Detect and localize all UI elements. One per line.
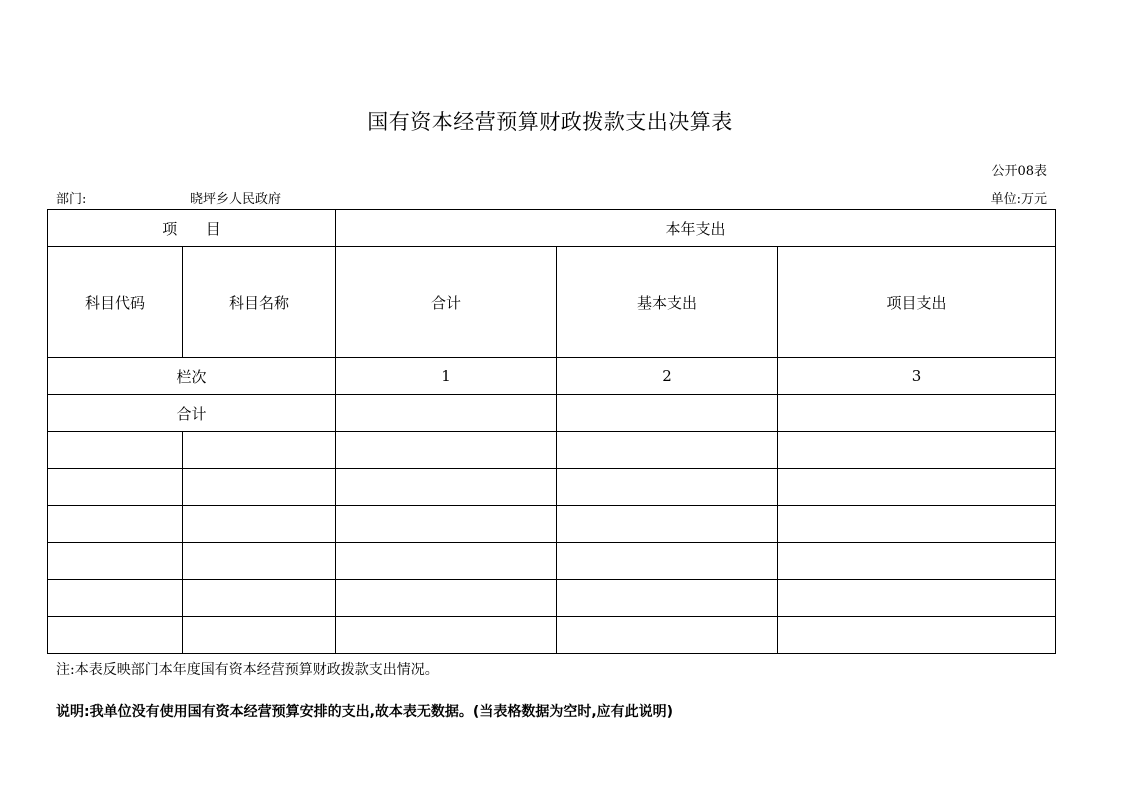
table-cell	[336, 543, 557, 580]
table-cell	[778, 543, 1056, 580]
header-item: 项 目	[48, 210, 336, 247]
table-cell	[183, 580, 336, 617]
seq-label: 栏次	[48, 358, 336, 395]
table-row	[48, 432, 1056, 469]
table-cell	[336, 617, 557, 654]
table-cell	[336, 506, 557, 543]
table-row	[48, 580, 1056, 617]
total-row	[48, 395, 1056, 432]
table-cell	[557, 543, 778, 580]
department-label: 部门:	[56, 192, 87, 207]
page-title: 国有资本经营预算财政拨款支出决算表	[367, 110, 733, 134]
table-cell	[183, 469, 336, 506]
expenditure-table	[47, 209, 1056, 654]
table-cell	[48, 432, 183, 469]
table-cell	[48, 617, 183, 654]
col-total: 合计	[336, 247, 557, 358]
table-cell	[48, 506, 183, 543]
col-basic: 基本支出	[557, 247, 778, 358]
table-row	[48, 469, 1056, 506]
table-cell	[336, 469, 557, 506]
table-cell	[557, 469, 778, 506]
table-cell	[778, 432, 1056, 469]
header-row-1	[48, 210, 1056, 247]
table-cell	[183, 432, 336, 469]
col-project: 项目支出	[778, 247, 1056, 358]
total-label: 合计	[48, 395, 336, 432]
empty-data-description: 说明:我单位没有使用国有资本经营预算安排的支出,故本表无数据。(当表格数据为空时,应有此说明)	[56, 704, 674, 720]
table-row	[48, 543, 1056, 580]
table-row	[48, 617, 1056, 654]
table-cell	[183, 617, 336, 654]
table-cell	[183, 506, 336, 543]
table-cell	[778, 580, 1056, 617]
unit-label: 单位:万元	[990, 192, 1047, 207]
header-row-2	[48, 247, 1056, 358]
seq-1: 1	[336, 358, 557, 395]
total-cell	[778, 395, 1056, 432]
form-number: 公开08表	[991, 164, 1047, 179]
seq-2: 2	[557, 358, 778, 395]
table-cell	[778, 617, 1056, 654]
total-cell	[336, 395, 557, 432]
table-cell	[778, 506, 1056, 543]
table-cell	[557, 580, 778, 617]
table-cell	[557, 617, 778, 654]
table-cell	[183, 543, 336, 580]
table-cell	[557, 432, 778, 469]
table-cell	[557, 506, 778, 543]
col-subject-code: 科目代码	[48, 247, 183, 358]
table-note: 注:本表反映部门本年度国有资本经营预算财政拨款支出情况。	[56, 662, 439, 678]
seq-row	[48, 358, 1056, 395]
table-cell	[48, 543, 183, 580]
table-cell	[48, 469, 183, 506]
table-row	[48, 506, 1056, 543]
header-current-year: 本年支出	[336, 210, 1056, 247]
department-value: 晓坪乡人民政府	[190, 192, 282, 207]
total-cell	[557, 395, 778, 432]
table-cell	[336, 580, 557, 617]
table-cell	[778, 469, 1056, 506]
col-subject-name: 科目名称	[183, 247, 336, 358]
table-cell	[336, 432, 557, 469]
table-cell	[48, 580, 183, 617]
seq-3: 3	[778, 358, 1056, 395]
